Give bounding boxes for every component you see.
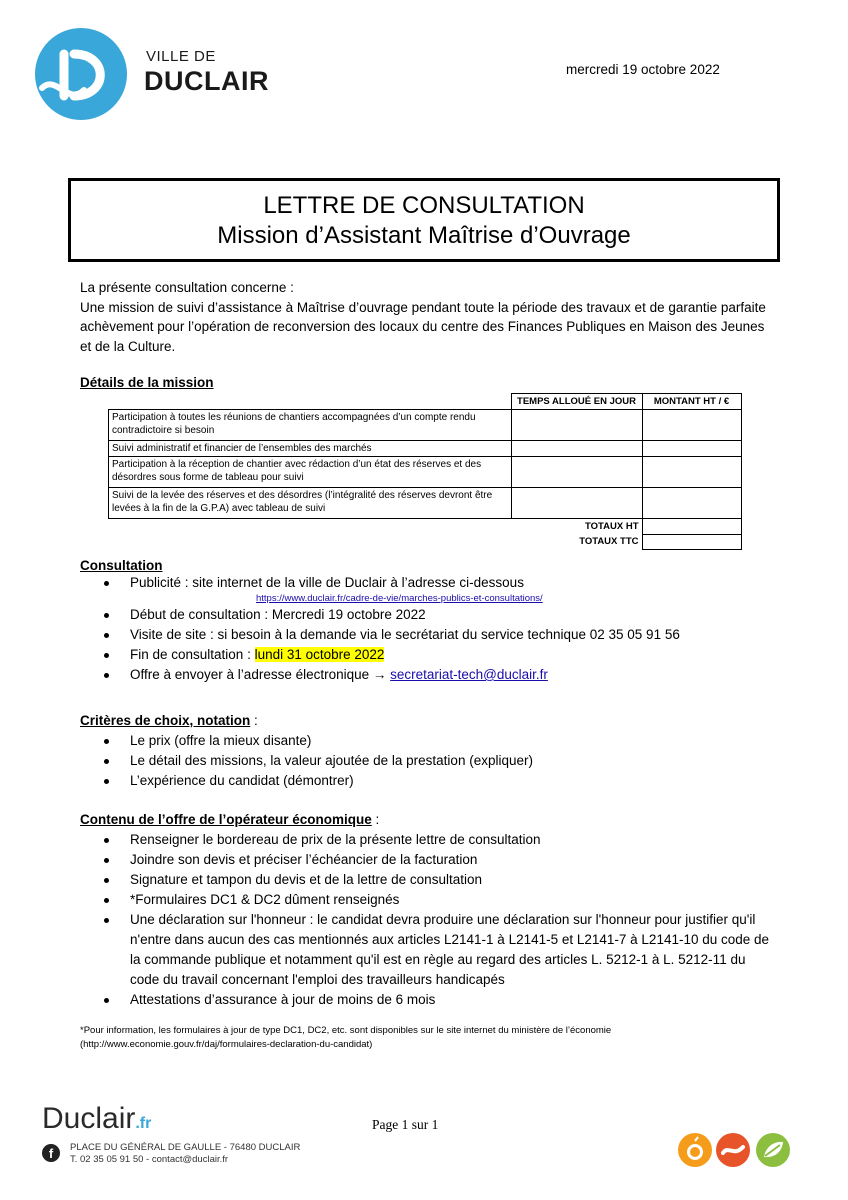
consultation-section xyxy=(80,558,780,685)
list-item: Attestations d’assurance à jour de moins de 6 mois xyxy=(80,990,770,1010)
document-subtitle: Mission d’Assistant Maîtrise d’Ouvrage xyxy=(217,222,631,249)
consultation-list xyxy=(80,573,780,685)
row-label: Suivi de la levée des réserves et des désordres (l’intégralité des réserves devront être levées à la fin de la G.P.A) avec tableau de suivi xyxy=(109,488,512,519)
montant-cell[interactable] xyxy=(642,410,741,441)
montant-cell[interactable] xyxy=(642,441,741,457)
total-ttc-cell[interactable] xyxy=(642,534,741,549)
footnote-link: (http://www.economie.gouv.fr/daj/formulaires-declaration-du-candidat) xyxy=(80,1039,373,1050)
facebook-icon[interactable]: f xyxy=(42,1144,60,1162)
offre-email-link[interactable]: secretariat-tech@duclair.fr xyxy=(390,667,548,682)
table-row xyxy=(109,441,742,457)
contenu-suffix: : xyxy=(371,812,380,827)
red-theme-icon xyxy=(716,1133,750,1167)
offre-label: Offre à envoyer à l’adresse électronique → xyxy=(130,667,391,682)
intro-line: La présente consultation concerne : xyxy=(80,280,294,295)
temps-cell[interactable] xyxy=(511,457,642,488)
list-item: Une déclaration sur l'honneur : le candidat devra produire une déclaration sur l'honneur pour justifier qu'il n'entre dans aucun des cas mentionnés aux articles L2141-1 à L2141-5 et L2141-7 à L2141-10 du code de la commande publique et notamment qu'il est en règle au regard des articles L. 5212-1 à L. 5212-11 du code du travail concernant l'emploi des travailleurs handicapés xyxy=(80,910,770,990)
list-item: L’expérience du candidat (démontrer) xyxy=(80,771,780,791)
footer-address-line: PLACE DU GÉNÉRAL DE GAULLE - 76480 DUCLAIR xyxy=(70,1142,301,1153)
orange-theme-icon xyxy=(678,1133,712,1167)
table-row xyxy=(109,410,742,441)
list-item: Début de consultation : Mercredi 19 octobre 2022 xyxy=(80,605,780,625)
intro-description: Une mission de suivi d’assistance à Maîtrise d’ouvrage pendant toute la période des travaux et de garantie parfaite achèvement pour l’opération de reconversion des locaux du centre des Finances Publiques en Maison des Jeunes et de la Culture. xyxy=(80,299,766,354)
temps-cell[interactable] xyxy=(511,441,642,457)
row-label: Participation à la réception de chantier avec rédaction d’un état des réserves et des désordres sous forme de tableau pour suivi xyxy=(109,457,512,488)
total-ht-cell[interactable] xyxy=(642,519,741,535)
list-item xyxy=(80,573,780,605)
contenu-section xyxy=(80,810,770,1010)
footer-contact-line: T. 02 35 05 91 50 - contact@duclair.fr xyxy=(70,1154,229,1165)
row-label: Participation à toutes les réunions de chantiers accompagnées d’un compte rendu contradictoire si besoin xyxy=(109,410,512,441)
criteres-heading: Critères de choix, notation xyxy=(80,713,251,728)
footer-address xyxy=(70,1142,300,1166)
footnote-line: *Pour information, les formulaires à jour de type DC1, DC2, etc. sont disponibles sur le site internet du ministère de l’économie xyxy=(80,1025,612,1036)
footer-brand-tld: .fr xyxy=(135,1115,152,1132)
list-item: *Formulaires DC1 & DC2 dûment renseignés xyxy=(80,890,770,910)
mission-table xyxy=(108,393,742,550)
document-date: mercredi 19 octobre 2022 xyxy=(566,62,720,77)
table-row xyxy=(109,519,742,535)
mission-heading: Détails de la mission xyxy=(80,375,214,390)
table-corner xyxy=(109,394,512,410)
green-theme-icon xyxy=(756,1133,790,1167)
list-item: Joindre son devis et préciser l’échéancier de la facturation xyxy=(80,850,770,870)
list-item: Visite de site : si besoin à la demande via le secrétariat du service technique 02 35 05 91 56 xyxy=(80,625,780,645)
contenu-list xyxy=(80,830,770,1010)
montant-cell[interactable] xyxy=(642,457,741,488)
list-item: Le prix (offre la mieux disante) xyxy=(80,731,780,751)
document-title: LETTRE DE CONSULTATION xyxy=(263,192,585,219)
page-number: Page 1 sur 1 xyxy=(372,1117,439,1132)
list-item xyxy=(80,665,780,685)
temps-cell[interactable] xyxy=(511,410,642,441)
table-row xyxy=(109,488,742,519)
duclair-logo-icon xyxy=(34,26,128,122)
list-item: Le détail des missions, la valeur ajoutée de la prestation (expliquer) xyxy=(80,751,780,771)
fin-date-highlight: lundi 31 octobre 2022 xyxy=(254,647,385,662)
total-ttc-label: TOTAUX TTC xyxy=(579,536,639,547)
consultation-url-link[interactable]: https://www.duclair.fr/cadre-de-vie/marches-publics-et-consultations/ xyxy=(256,593,543,604)
col-header-montant: MONTANT HT / € xyxy=(642,394,741,410)
criteres-suffix: : xyxy=(250,713,258,728)
temps-cell[interactable] xyxy=(511,488,642,519)
col-header-temps: TEMPS ALLOUÉ EN JOUR xyxy=(511,394,642,410)
table-row xyxy=(109,534,742,549)
footnote xyxy=(80,1024,770,1052)
list-item: Renseigner le bordereau de prix de la présente lettre de consultation xyxy=(80,830,770,850)
list-item: Signature et tampon du devis et de la lettre de consultation xyxy=(80,870,770,890)
intro-paragraph xyxy=(80,278,770,356)
table-row xyxy=(109,457,742,488)
contenu-heading: Contenu de l’offre de l’opérateur économique xyxy=(80,812,372,827)
montant-cell[interactable] xyxy=(642,488,741,519)
title-box xyxy=(68,178,780,262)
logo-ville-text: VILLE DE xyxy=(146,48,216,65)
list-item xyxy=(80,645,780,665)
footer-brand xyxy=(42,1102,151,1136)
consultation-heading: Consultation xyxy=(80,558,163,573)
criteres-list xyxy=(80,731,780,791)
total-ht-label: TOTAUX HT xyxy=(585,521,639,532)
criteres-section xyxy=(80,711,780,791)
row-label: Suivi administratif et financier de l’ensembles des marchés xyxy=(109,441,512,457)
footer-brand-name: Duclair xyxy=(42,1102,136,1135)
publicite-text: Publicité : site internet de la ville de Duclair à l’adresse ci-dessous xyxy=(130,575,524,590)
fin-label: Fin de consultation : xyxy=(130,647,255,662)
logo-name-text: DUCLAIR xyxy=(144,66,269,96)
